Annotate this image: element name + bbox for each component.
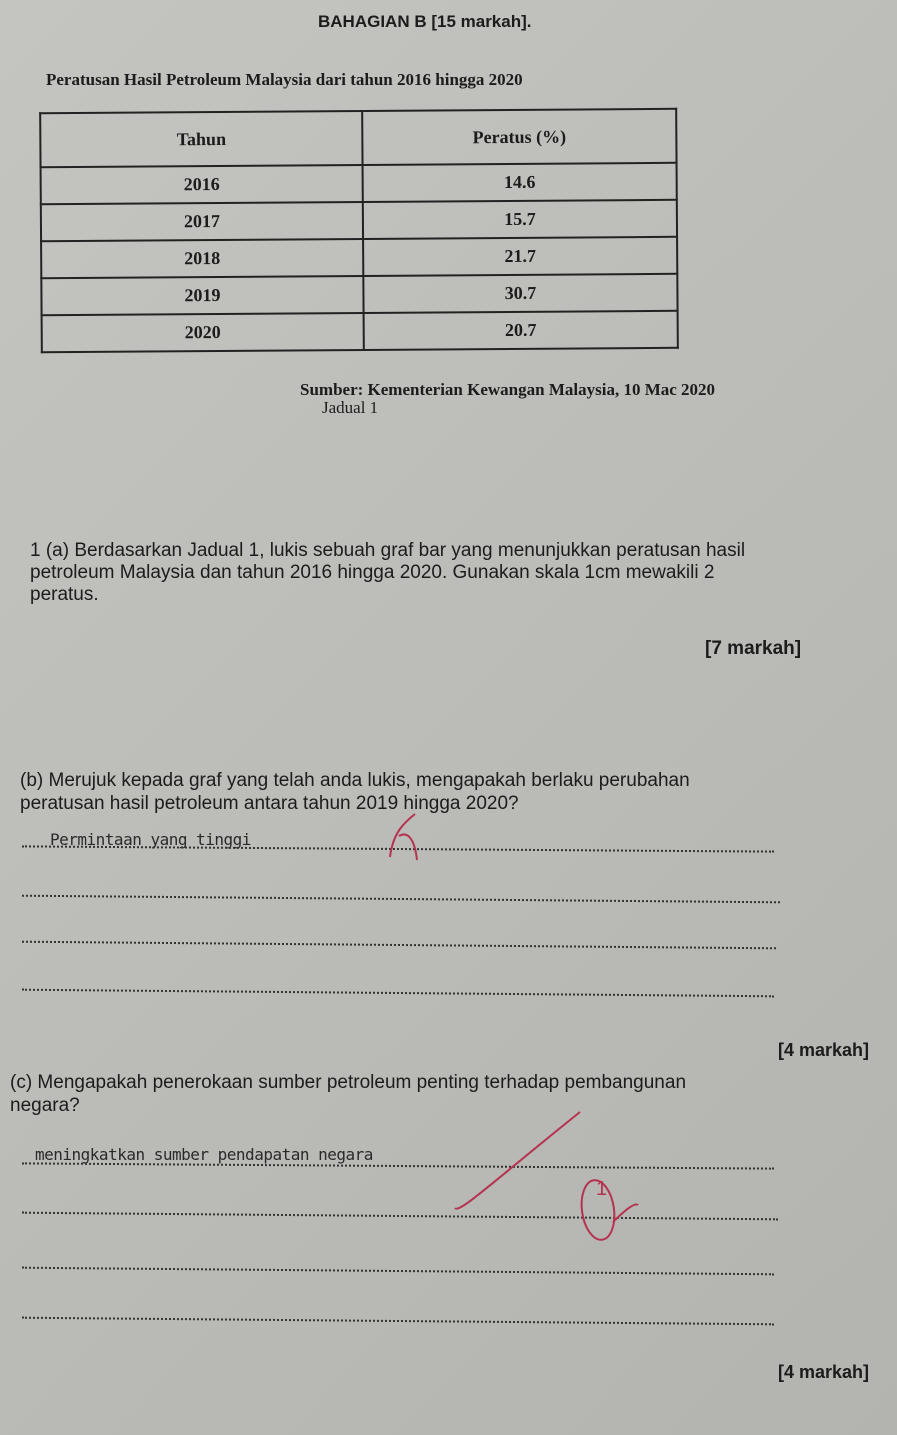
answer-line bbox=[22, 1317, 774, 1326]
table-row bbox=[42, 311, 678, 352]
answer-line bbox=[22, 941, 776, 950]
q1b-answer[interactable]: Permintaan yang tinggi bbox=[50, 830, 251, 849]
q1c-line2: negara? bbox=[10, 1095, 80, 1116]
year-cell: 2016 bbox=[41, 165, 363, 204]
answer-line bbox=[22, 989, 774, 998]
answer-line bbox=[22, 1162, 774, 1169]
year-cell: 2020 bbox=[42, 313, 364, 352]
answer-line bbox=[22, 1267, 774, 1276]
table-row bbox=[41, 200, 677, 241]
percent-cell: 21.7 bbox=[363, 237, 677, 276]
q1c-answer[interactable]: meningkatkan sumber pendapatan negara bbox=[35, 1145, 373, 1164]
table-caption: Peratusan Hasil Petroleum Malaysia dari tahun 2016 hingga 2020 bbox=[46, 70, 523, 89]
percent-cell: 20.7 bbox=[364, 311, 678, 350]
q1b-marks: [4 markah] bbox=[778, 1040, 870, 1060]
answer-line bbox=[22, 895, 780, 904]
year-cell: 2017 bbox=[41, 202, 363, 241]
q1a-line2: petroleum Malaysia dan tahun 2016 hingga 2020. Gunakan skala 1cm mewakili 2 bbox=[30, 562, 715, 583]
q1c-line1: (c) Mengapakah penerokaan sumber petroleum penting terhadap pembangunan bbox=[10, 1072, 687, 1093]
grade-score: 1 bbox=[596, 1178, 608, 1200]
q1a-marks: [7 markah] bbox=[705, 638, 802, 659]
header-percent: Peratus (%) bbox=[362, 109, 676, 165]
answer-line bbox=[22, 1212, 778, 1221]
year-cell: 2018 bbox=[41, 239, 363, 278]
tick-mark-icon bbox=[385, 812, 425, 862]
data-table bbox=[39, 108, 679, 353]
section-title: BAHAGIAN B [15 markah]. bbox=[318, 12, 532, 31]
q1b-line2: peratusan hasil petroleum antara tahun 2019 hingga 2020? bbox=[20, 793, 519, 814]
percent-cell: 15.7 bbox=[363, 200, 677, 239]
year-cell: 2019 bbox=[41, 276, 363, 315]
q1b-line1: (b) Merujuk kepada graf yang telah anda lukis, mengapakah berlaku perubahan bbox=[20, 770, 690, 791]
table-row bbox=[41, 237, 677, 278]
tick-mark-icon bbox=[445, 1110, 645, 1250]
q1c-marks: [4 markah] bbox=[778, 1362, 870, 1382]
table-row bbox=[41, 274, 677, 315]
percent-cell: 14.6 bbox=[363, 163, 677, 202]
source-note: Sumber: Kementerian Kewangan Malaysia, 10 Mac 2020 bbox=[300, 380, 716, 399]
percent-cell: 30.7 bbox=[363, 274, 677, 313]
table-header-row bbox=[40, 109, 676, 167]
header-year: Tahun bbox=[40, 111, 362, 167]
q1a-line3: peratus. bbox=[30, 584, 99, 605]
q1a-line1: 1 (a) Berdasarkan Jadual 1, lukis sebuah graf bar yang menunjukkan peratusan hasil bbox=[30, 540, 746, 561]
table-label: Jadual 1 bbox=[322, 398, 379, 417]
table-row bbox=[41, 163, 677, 204]
